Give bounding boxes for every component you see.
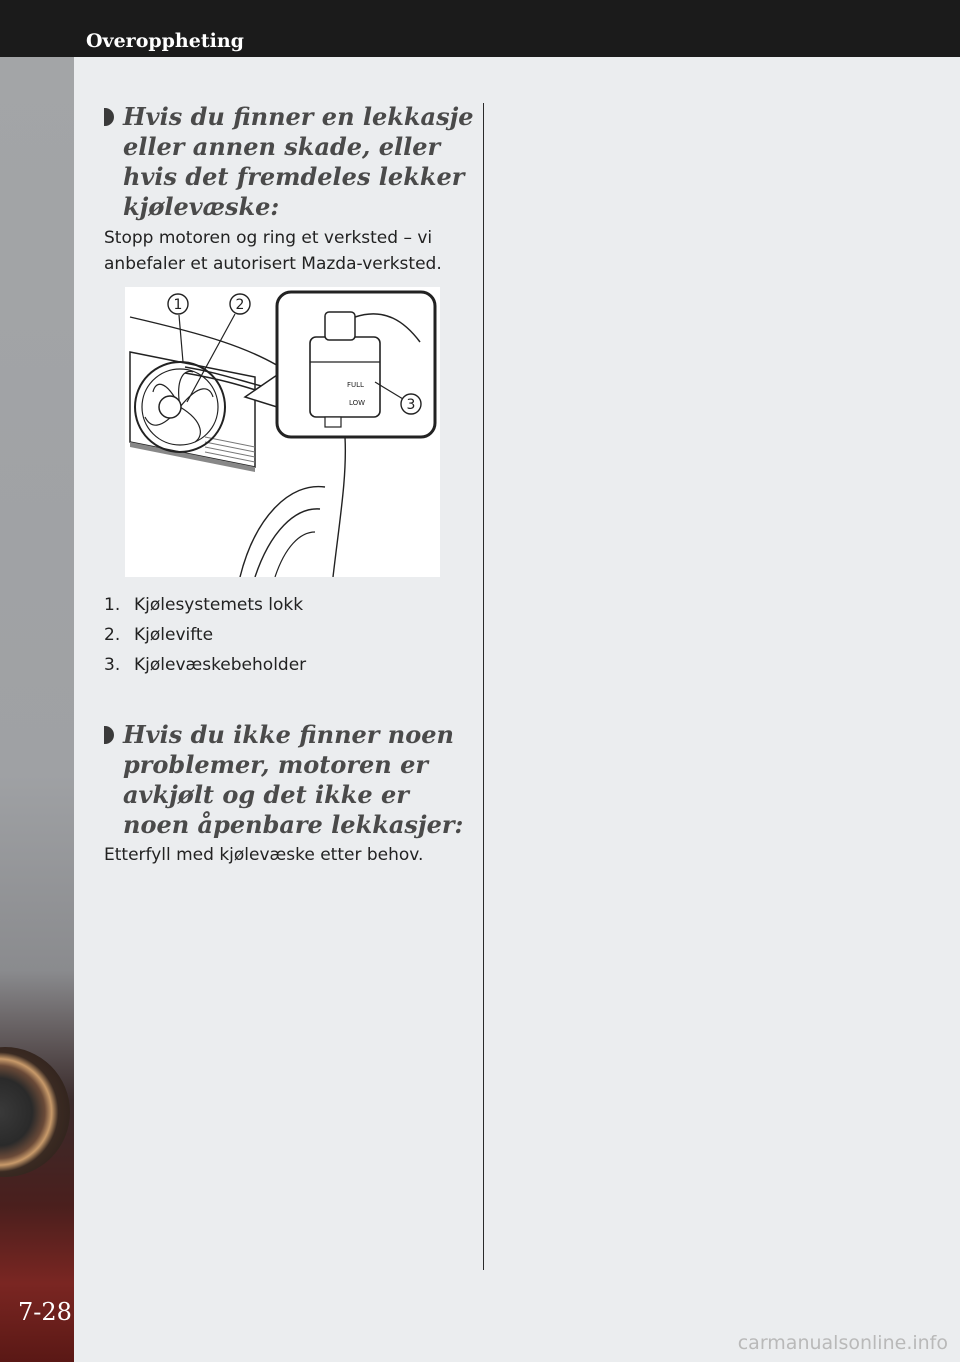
column-divider <box>483 103 484 1270</box>
figure-legend <box>104 590 464 680</box>
header-bar <box>0 0 960 57</box>
legend-item-number: 3. <box>104 655 121 675</box>
headlamp-image <box>0 1047 70 1177</box>
legend-item <box>104 590 464 620</box>
callout-2: 2 <box>235 297 245 313</box>
heading-text: Hvis du finner en lekkasje eller annen skade, eller hvis det fremdeles lekker kjølevæske: <box>123 102 474 221</box>
legend-item <box>104 620 464 650</box>
legend-item-label: Kjølevifte <box>134 625 214 645</box>
heading-text: Hvis du ikke finner noen problemer, motoren er avkjølt og det ikke er noen åpenbare lekkasjer: <box>123 720 464 839</box>
section-body-no-problems: Etterfyll med kjølevæske etter behov. <box>104 845 424 865</box>
cooling-system-figure <box>125 287 440 577</box>
callout-3: 3 <box>406 397 416 413</box>
tank-full-label: FULL <box>347 381 364 389</box>
section-heading-no-problems <box>104 720 483 840</box>
page-number: 7-28 <box>18 1298 72 1326</box>
legend-item <box>104 650 464 680</box>
callout-1: 1 <box>173 297 183 313</box>
section-heading-leak <box>104 102 483 222</box>
tank-low-label: LOW <box>349 399 366 407</box>
legend-item-number: 1. <box>104 595 121 615</box>
heading-marker-icon <box>104 726 114 744</box>
legend-item-label: Kjølesystemets lokk <box>134 595 304 615</box>
legend-item-label: Kjølevæskebeholder <box>134 655 307 675</box>
heading-marker-icon <box>104 108 114 126</box>
section-body-leak: Stopp motoren og ring et verksted – vi anbefaler et autorisert Mazda-verksted. <box>104 228 442 274</box>
legend-item-number: 2. <box>104 625 121 645</box>
sidebar-strip <box>0 57 74 1362</box>
chapter-title: Overoppheting <box>86 30 244 52</box>
watermark: carmanualsonline.info <box>737 1332 948 1354</box>
